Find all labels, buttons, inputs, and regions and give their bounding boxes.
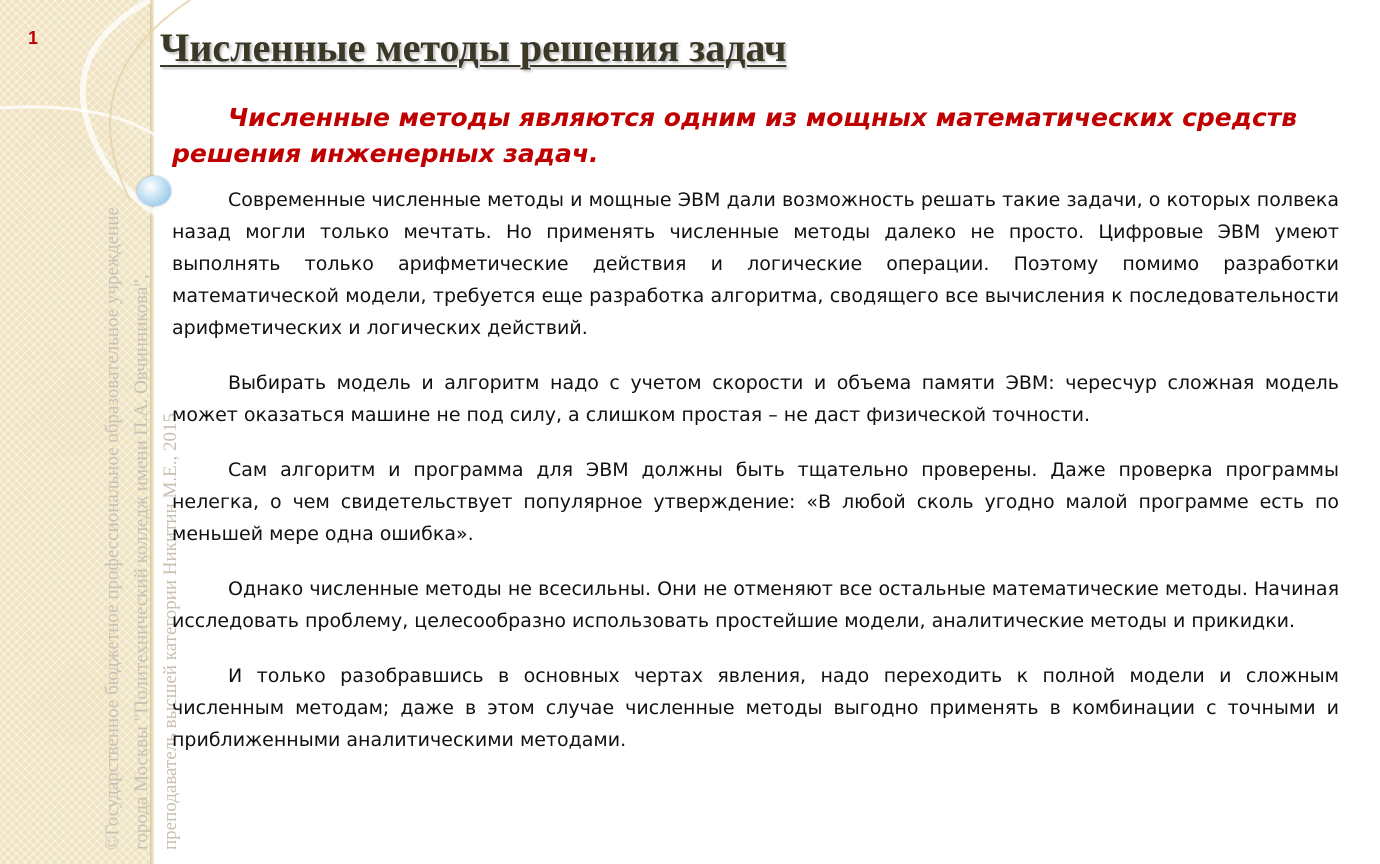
paragraph-4: Однако численные методы не всесильны. Они не отменяют все остальные математические методы. Начиная исследовать проблему, целесообразно использовать простейшие модели, аналитические методы и прикидки. [172,578,1339,632]
copyright-line-3: преподаватель высшей категории Никитин М.Е., 2015 [160,413,181,850]
paragraph-2: Выбирать модель и алгоритм надо с учетом скорости и объема памяти ЭВМ: чересчур сложная модель может оказаться машине не под силу, а слишком простая – не даст физической точности. [172,372,1339,426]
copyright-line-2: города Москвы "Политехнический колледж имени П.А. Овчинникова", [131,274,152,850]
bubble-decoration [137,176,171,206]
copyright-line-1: ©Государственное бюджетное профессиональное образовательное учреждение [102,207,123,850]
paragraph-1: Современные численные методы и мощные ЭВМ дали возможность решать такие задачи, о которых полвека назад могли только мечтать. Но применять численные методы далеко не просто. Цифровые ЭВМ умеют выполнять только арифметические действия и логические операции. Поэтому помимо разработки математической модели, требуется еще разработка алгоритма, сводящего все вычисления к последовательности арифметических и логических действий. [172,189,1339,339]
paragraph-3: Сам алгоритм и программа для ЭВМ должны быть тщательно проверены. Даже проверка программы нелегка, о чем свидетельствует популярное утверждение: «В любой сколь угодно малой программе есть по меньшей мере одна ошибка». [172,459,1339,545]
slide-title: Численные методы решения задач [160,25,787,70]
paragraph-5: И только разобравшись в основных чертах явления, надо переходить к полной модели и сложным численным методам; даже в этом случае численные методы выгодно применять в комбинации с точными и приближенными аналитическими методами. [172,665,1339,751]
slide-content [172,100,1339,779]
lead-statement: Численные методы являются одним из мощных математических средств решения инженерных задач. [172,103,1298,168]
slide-number: 1 [28,28,39,48]
